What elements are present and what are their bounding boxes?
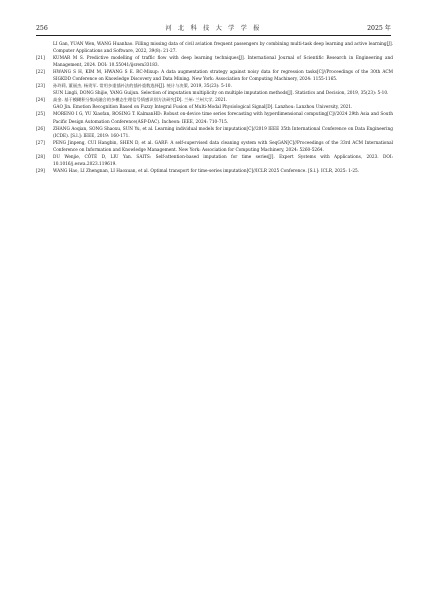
reference-item xyxy=(36,69,393,83)
reference-number: [23] xyxy=(36,84,45,90)
reference-text: PENG Jinpeng, CUI Hangbin, SHEN D, et al. GARF: A self-supervised data cleaning system with SeqGAN[C]//Proceedings of the 33rd ACM International Conference on Information and Knowledge Management. New York: Association for Computing Machinery, 2024: 5260-5264. xyxy=(53,140,393,153)
header-rule xyxy=(36,35,391,36)
reference-text: LI Gan, YUAN Wen, WANG Huanhao. Filling missing data of civil aviation frequent passengers by combining multi-task deep learning and active learning[J]. Computer Applications and Software, 2022, 39(8): 21-27. xyxy=(53,42,393,55)
reference-number: [21] xyxy=(36,56,45,62)
reference-item xyxy=(36,41,393,55)
journal-title: 河 北 科 技 大 学 学 报 xyxy=(165,25,262,32)
running-header xyxy=(36,24,391,34)
reference-text: DU Wenjie, CÔTÉ D, LIU Yan. SAITS: Self-attention-based imputation for time series[J]. Expert Systems with Applications, 2023. DOI: 10.1016/j.eswa.2023.119619. xyxy=(53,154,393,167)
page-number: 256 xyxy=(36,25,48,32)
reference-item xyxy=(36,168,393,175)
reference-text: KUMAR M S. Predictive modelling of traffic flow with deep learning techniques[J]. International Journal of Scientific Research in Engineering and Management, 2024. DOI: 10.55041/ijsrem33183. xyxy=(53,56,393,69)
reference-item xyxy=(36,154,393,168)
reference-number: [27] xyxy=(36,140,45,146)
reference-text: WANG Hao, LI Zhengnan, LI Haoxuan, et al. Optimal transport for time-series imputation[C]//ICLR 2025 Conference. [S.l.]: ICLR, 2025: 1-25. xyxy=(53,168,360,174)
issue-year: 2025 年 xyxy=(367,25,391,32)
reference-list xyxy=(36,41,393,175)
reference-item xyxy=(36,97,393,111)
reference-text: 高金. 基于模糊积分集成融合的多模态生理信号情感识别方法研究[D]. 兰州: 兰州大学, 2021. xyxy=(53,98,228,104)
reference-text: HWANG S H, KIM M, HWANG S E. RC-Mixup: A data augmentation strategy against noisy data for regression tasks[C]//Proceedings of the 30th ACM SIGKDD Conference on Knowledge Discovery and Data Mining. New York: Association for Computing Machinery, 2024: 1155-1165. xyxy=(53,70,393,83)
reference-text: 孙玲莉, 董丽杰, 杨贵军. 常用多重插补法的插补重数选择[J]. 统计与决策, 2019, 35(23): 5-10. xyxy=(53,84,232,90)
reference-item xyxy=(36,111,393,125)
reference-item xyxy=(36,55,393,69)
reference-item xyxy=(36,126,393,140)
reference-number: [25] xyxy=(36,112,45,118)
reference-text: MORENO I G, YU Xiaofan, ROSING T. KalmanHD: Robust on-device time series forecasting with hyperdimensional computing[C]//2024 29th Asia and South Pacific Design Automation Conference(ASP-DAC). Incheon: IEEE, 2024: 710-715. xyxy=(53,112,393,125)
reference-number: [24] xyxy=(36,98,45,104)
reference-item xyxy=(36,83,393,97)
reference-number: [22] xyxy=(36,70,45,76)
reference-text-english: GAO Jin. Emotion Recognition Based on Fuzzy Integral Fusion of Multi-Modal Physiological Signal[D]. Lanzhou: Lanzhou University, 2021. xyxy=(53,105,353,111)
reference-text: ZHANG Aoqian, SONG Shaoxu, SUN Yu, et al. Learning individual models for imputation[C]//2019 IEEE 35th International Conference on Data Engineering (ICDE). [S.l.]: IEEE, 2019: 160-171. xyxy=(53,126,393,139)
reference-number: [28] xyxy=(36,154,45,160)
reference-text-english: SUN Lingli, DONG Shijie, YANG Guijun. Selection of imputation multiplicity on multiple imputation methods[J]. Statistics and Decision, 2019, 35(23): 5-10. xyxy=(53,91,389,97)
reference-item xyxy=(36,140,393,154)
reference-number: [26] xyxy=(36,126,45,132)
reference-number: [29] xyxy=(36,168,45,174)
